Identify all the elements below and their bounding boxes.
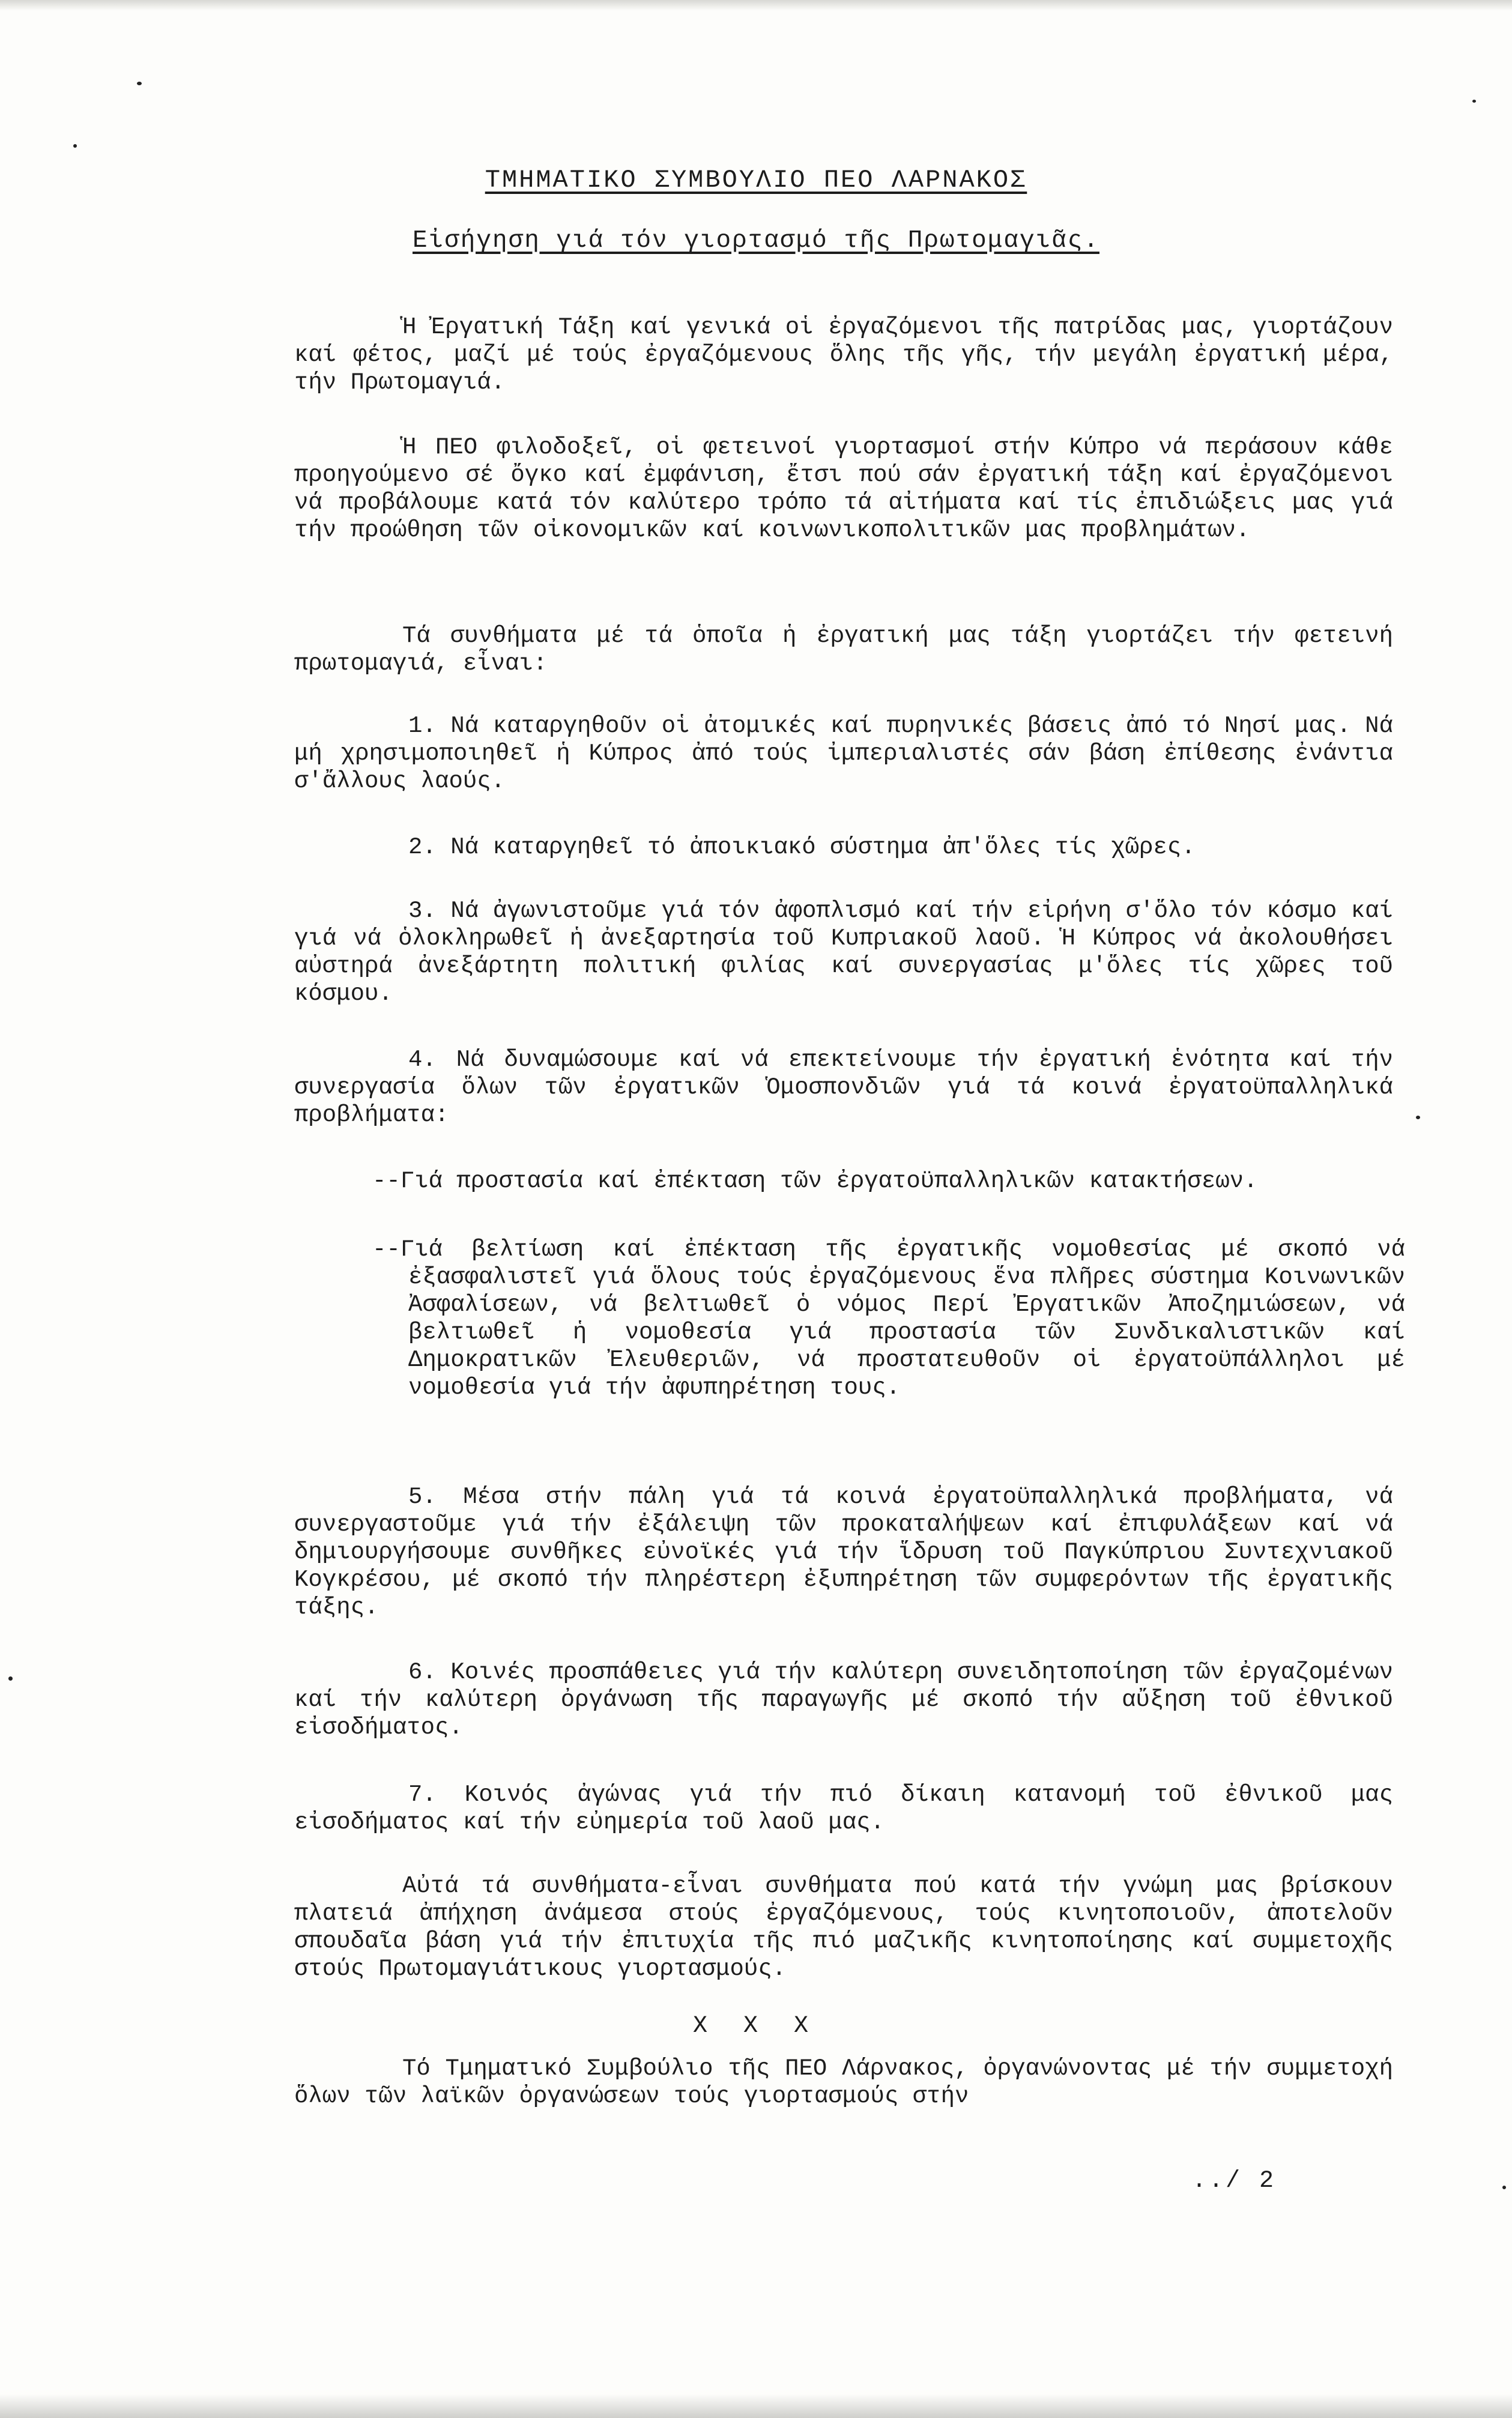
slogan-item-5: 5. Μέσα στήν πάλη γιά τά κοινά ἐργατοϋπαλληλικά προβλήματα, νά συνεργαστοῦμε γιά τήν ἐξάλειψη τῶν προκαταλήψεων καί ἐπιφυλάξεων καί νά δημιουργήσουμε συνθῆκες εὐνοϊκές γιά τήν ἵδρυση τοῦ Παγκύπριου Συντεχνιακοῦ Κογκρέσου, μέ σκοπό τήν πληρέστερη ἐξυπηρέτηση τῶν συμφερόντων τῆς ἐργατικῆς τάξης. [294, 1484, 1393, 1621]
scan-speck [1472, 100, 1476, 103]
paragraph-intro: Ἡ Ἐργατική Τάξη καί γενικά οἱ ἐργαζόμενοι τῆς πατρίδας μας, γιορτάζουν καί φέτος, μαζί μέ τούς ἐργαζόμενους ὅλης τῆς γῆς, τήν μεγάλη ἐργατική μέρα, τήν Πρωτομαγιά. [294, 314, 1393, 396]
slogan-item-6: 6. Κοινές προσπάθειες γιά τήν καλύτερη συνειδητοποίηση τῶν ἐργαζομένων καί τήν καλύτερη ὀργάνωση τῆς παραγωγῆς μέ σκοπό τήν αὔξηση τοῦ ἐθνικοῦ εἰσοδήματος. [294, 1659, 1393, 1741]
scan-speck [1502, 2186, 1506, 2189]
slogan-item-3: 3. Νά ἀγωνιστοῦμε γιά τόν ἀφοπλισμό καί τήν εἰρήνη σ'ὅλο τόν κόσμο καί γιά νά ὁλοκληρωθεῖ ἡ ἀνεξαρτησία τοῦ Κυπριακοῦ λαοῦ. Ἡ Κύπρος νά ἀκολουθήσει αὐστηρά ἀνεξάρτητη πολιτική φιλίας καί συνεργασίας μ'ὅλες τίς χῶρες τοῦ κόσμου. [294, 898, 1393, 1007]
paragraph-slogans-summary: Αὐτά τά συνθήματα-εἶναι συνθήματα πού κατά τήν γνώμη μας βρίσκουν πλατειά ἀπήχηση ἀνάμεσα στούς ἐργαζόμενους, τούς κινητοποιοῦν, ἀποτελοῦν σπουδαῖα βάση γιά τήν ἐπιτυχία τῆς πιό μαζικῆς κινητοποίησης καί συμμετοχῆς στούς Πρωτομαγιάτικους γιορτασμούς. [294, 1873, 1393, 1982]
scan-edge-bottom [0, 2394, 1512, 2418]
scan-edge-top [0, 0, 1512, 11]
paragraph-committee: Τό Τμηματικό Συμβούλιο τῆς ΠΕΟ Λάρνακος, ὀργανώνοντας μέ τήν συμμετοχή ὅλων τῶν λαϊκῶν ὀργανώσεων τούς γιορτασμούς στήν [294, 2055, 1393, 2109]
slogan-item-1: 1. Νά καταργηθοῦν οἱ ἀτομικές καί πυρηνικές βάσεις ἀπό τό Νησί μας. Νά μή χρησιμοποιηθεῖ ἡ Κύπρος ἀπό τούς ἰμπεριαλιστές σάν βάση ἐπίθεσης ἐνάντια σ'ἄλλους λαούς. [294, 713, 1393, 794]
slogan-item-7: 7. Κοινός ἀγώνας γιά τήν πιό δίκαιη κατανομή τοῦ ἐθνικοῦ μας εἰσοδήματος καί τήν εὐημερία τοῦ λαοῦ μας. [294, 1782, 1393, 1836]
slogan-subitem-2: --Γιά βελτίωση καί ἐπέκταση τῆς ἐργατικῆς νομοθεσίας μέ σκοπό νά ἐξασφαλιστεῖ γιά ὅλους τούς ἐργαζόμενους ἕνα πλῆρες σύστημα Κοινωνικῶν Ἀσφαλίσεων, νά βελτιωθεῖ ὁ νόμος Περί Ἐργατικῶν Ἀποζημιώσεων, νά βελτιωθεῖ ἡ νομοθεσία γιά προστασία τῶν Συνδικαλιστικῶν καί Δημοκρατικῶν Ἐλευθεριῶν, νά προστατευθοῦν οἱ ἐργατοϋπάλληλοι μέ νομοθεσία γιά τήν ἀφυπηρέτηση τους. [372, 1236, 1405, 1401]
document-subtitle: Εἰσήγηση γιά τόν γιορτασμό τῆς Πρωτομαγιᾶς. [413, 227, 1099, 255]
scan-speck [1416, 1116, 1420, 1119]
scan-speck [137, 82, 142, 85]
slogan-item-2: 2. Νά καταργηθεῖ τό ἀποικιακό σύστημα ἀπ'ὅλες τίς χῶρες. [408, 834, 1196, 860]
slogan-item-4: 4. Νά δυναμώσουμε καί νά επεκτείνουμε τήν ἐργατική ἑνότητα καί τήν συνεργασία ὅλων τῶν ἐργατικῶν Ὁμοσπονδιῶν γιά τά κοινά ἐργατοϋπαλληλικά προβλήματα: [294, 1047, 1393, 1128]
scan-speck [8, 1676, 13, 1681]
paragraph-slogans-intro: Τά συνθήματα μέ τά ὁποῖα ἡ ἐργατική μας τάξη γιορτάζει τήν φετεινή πρωτομαγιά, εἶναι: [294, 623, 1393, 677]
scan-speck [73, 144, 77, 148]
section-separator: X X X [692, 2013, 820, 2040]
paragraph-peo-ambition: Ἡ ΠΕΟ φιλοδοξεῖ, οἱ φετεινοί γιορτασμοί στήν Κύπρο νά περάσουν κάθε προηγούμενο σέ ὄγκο καί ἐμφάνιση, ἔτσι πού σάν ἐργατική τάξη καί ἐργαζόμενοι νά προβάλουμε κατά τόν καλύτερο τρόπο τά αἰτήματα καί τίς ἐπιδιώξεις μας γιά τήν προώθηση τῶν οἰκονομικῶν καί κοινωνικοπολιτικῶν μας προβλημάτων. [294, 434, 1393, 543]
page-continuation-marker: ../ 2 [1192, 2168, 1277, 2195]
slogan-subitem-1: --Γιά προστασία καί ἐπέκταση τῶν ἐργατοϋπαλληλικῶν κατακτήσεων. [372, 1168, 1258, 1194]
document-title: ΤΜΗΜΑΤΙΚΟ ΣΥΜΒΟΥΛΙΟ ΠΕΟ ΛΑΡΝΑΚΟΣ [485, 166, 1027, 195]
